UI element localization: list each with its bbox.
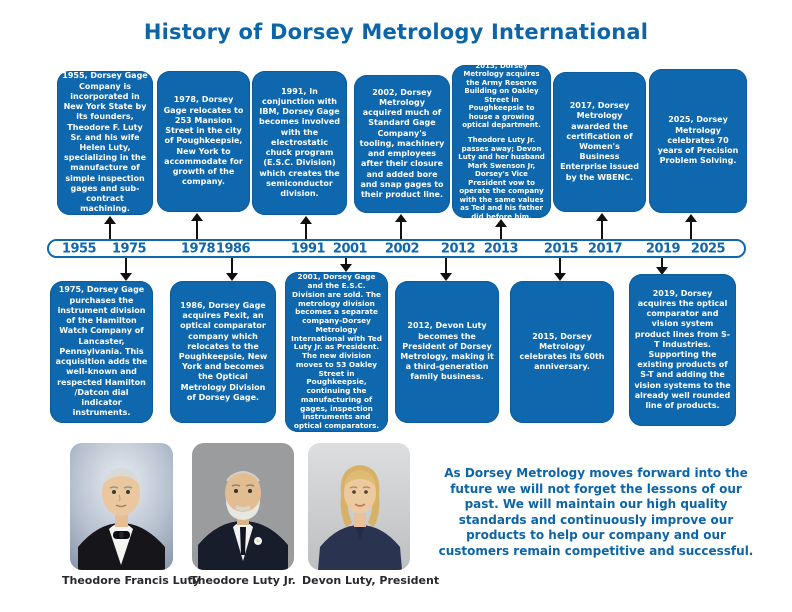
- event-box-2012: [395, 281, 499, 423]
- connector-arrow-down-1975: [120, 258, 132, 281]
- connector-arrow-down-1986: [226, 258, 238, 281]
- event-text: 2002, Dorsey Metrology acquired much of Standard Gage Company's tooling, machinery and employees after their closure and added bore and snap gages to their product line.: [359, 87, 445, 200]
- year-label-2002: 2002: [384, 241, 420, 256]
- photo-theodore-luty-jr: [192, 443, 294, 570]
- connector-arrow-up-2002: [395, 214, 407, 239]
- event-text: 1978, Dorsey Gage relocates to 253 Mansion Street in the city of Poughkeepsie, New York to accommodate for growth of the company.: [163, 95, 244, 187]
- connector-arrow-down-2019: [656, 258, 668, 275]
- event-paragraph-2: Theodore Luty Jr. passes away; Devon Luty and her husband Mark Swenson Jr, Dorsey's Vice President vow to operate the company with the same values as Ted and his father did before him.: [458, 135, 545, 221]
- year-label-1978: 1978: [180, 241, 216, 256]
- event-box-2013: [452, 61, 551, 221]
- event-text: 2015, Dorsey Metrology celebrates its 60th anniversary.: [519, 331, 605, 372]
- portrait-illustration-blonde-woman: [308, 443, 410, 570]
- event-text: 1986, Dorsey Gage acquires Pexit, an optical comparator company which relocates to the Poughkeepsie, New York and becomes the Optical Metrology Division of Dorsey Gage.: [178, 300, 268, 402]
- event-box-2017: [553, 72, 646, 212]
- event-box-2019: [629, 274, 736, 426]
- event-box-2025: [649, 69, 747, 213]
- photo-caption-theodore-francis-luty: Theodore Francis Luty: [62, 574, 200, 587]
- event-box-1975: [50, 281, 153, 423]
- page-title: History of Dorsey Metrology International: [143, 20, 649, 44]
- event-text: [452, 59, 551, 225]
- event-text: 2012, Devon Luty becomes the President of Dorsey Metrology, making it a third-generation family business.: [400, 321, 494, 382]
- year-label-2001: 2001: [332, 241, 368, 256]
- photo-devon-luty: [308, 443, 410, 570]
- connector-arrow-down-2015: [554, 258, 566, 281]
- connector-arrow-up-1991: [300, 216, 312, 239]
- event-text: 2025, Dorsey Metrology celebrates 70 years of Precision Problem Solving.: [657, 115, 739, 166]
- event-text: 2001, Dorsey Gage and the E.S.C. Division are sold. The metrology division becomes a separate company-Dorsey Metrology International with Ted Luty Jr. as President. The new division moves to 53 Oakley Street in Poughkeepsie, continuing the manufacturing of gages, inspection instruments and optical comparators.: [291, 272, 382, 430]
- event-paragraph-1: 2013, Dorsey Metrology acquires the Army Reserve Building on Oakley Street in Poughkeepsie to house a growing optical department.: [462, 61, 541, 130]
- event-box-2015: [510, 281, 614, 423]
- year-label-2015: 2015: [543, 241, 579, 256]
- year-label-1975: 1975: [111, 241, 147, 256]
- event-box-1955: [57, 71, 153, 215]
- event-box-1986: [170, 281, 276, 423]
- event-box-2001: [285, 272, 388, 432]
- year-label-1991: 1991: [290, 241, 326, 256]
- photo-theodore-francis-luty: [70, 443, 173, 570]
- portrait-illustration-bearded-man-suit: [192, 443, 294, 570]
- year-label-1986: 1986: [215, 241, 251, 256]
- photo-caption-devon-luty: Devon Luty, President: [302, 574, 440, 587]
- year-label-2017: 2017: [587, 241, 623, 256]
- connector-arrow-down-2012: [440, 258, 452, 281]
- event-text: 1975, Dorsey Gage purchases the instrument division of the Hamilton Watch Company of Lancaster, Pennsylvania. This acquisition adds the well-known and respected Hamilton /Datcon dial indicator instruments.: [55, 285, 148, 418]
- connector-arrow-up-1955: [104, 216, 116, 239]
- event-box-1978: [157, 71, 250, 212]
- event-box-2002: [354, 75, 450, 213]
- event-text: 1955, Dorsey Gage Company is incorporated in New York State by its founders, Theodore F. Luty Sr. and his wife Helen Luty, specializing in the manufacture of simple inspection gages and sub-contract machining.: [62, 71, 148, 214]
- event-text: 1991, In conjunction with IBM, Dorsey Gage becomes involved with the electrostatic chuck program (E.S.C. Division) which creates the semiconductor division.: [259, 86, 340, 199]
- event-text: 2017, Dorsey Metrology awarded the certification of Women's Business Enterprise issued by the WBENC.: [560, 101, 639, 182]
- year-label-2013: 2013: [483, 241, 519, 256]
- closing-paragraph: As Dorsey Metrology moves forward into the future we will not forget the lessons of our past. We will maintain our high quality standards and continuously improve our products to help our company and our customers remain competitive and successful.: [438, 466, 754, 558]
- year-label-2012: 2012: [440, 241, 476, 256]
- year-label-2019: 2019: [645, 241, 681, 256]
- connector-arrow-up-1978: [191, 213, 203, 239]
- year-label-2025: 2025: [690, 241, 726, 256]
- timeline-bar: [47, 239, 746, 258]
- event-text: 2019, Dorsey acquires the optical comparator and vision system product lines from S-T Industries. Supporting the existing products of S-T and adding the vision systems to the already well rounded line of products.: [634, 288, 731, 411]
- year-label-1955: 1955: [61, 241, 97, 256]
- portrait-illustration-elderly-man-tuxedo: [70, 443, 173, 570]
- connector-arrow-up-2017: [596, 213, 608, 239]
- event-box-1991: [252, 71, 347, 215]
- photo-caption-theodore-luty-jr: Theodore Luty Jr.: [190, 574, 296, 587]
- connector-arrow-up-2025: [685, 214, 697, 239]
